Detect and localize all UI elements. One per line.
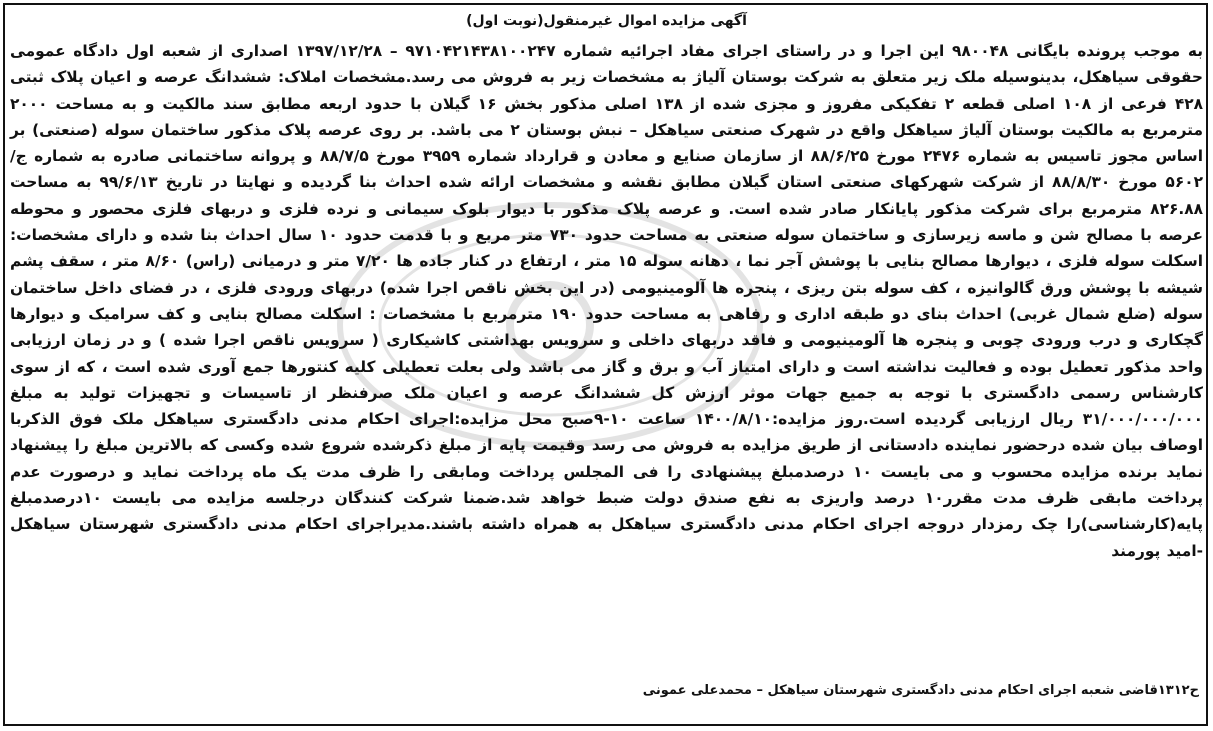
notice-body: به موجب پرونده بایگانی ۹۸۰۰۴۸ این اجرا و در راستای اجرای مفاد اجرائیه شماره ۹۷۱۰۴۲۱۴۳۸۱۰۰۲۴۷ – ۱۳۹۷/۱۲/۲۸ اصداری از شعبه اول دادگاه عمومی حقوقی سیاهکل، بدینوسیله ملک زیر متعلق به شرکت بوستان آلیاژ به مشخصات زیر به فروش می رسد.مشخصات املاک: ششدانگ عرصه و اعیان پلاک ثبتی ۴۲۸ فرعی از ۱۰۸ اصلی قطعه ۲ تفکیکی مفروز و مجزی شده از ۱۳۸ اصلی مذکور بخش ۱۶ گیلان با حدود اربعه مطابق سند مالکیت و به مساحت ۲۰۰۰ مترمربع به مالکیت بوستان آلیاژ سیاهکل واقع در شهرک صنعتی سیاهکل – نبش بوستان ۲ می باشد. بر روی عرصه پلاک مذکور ساختمان سوله (صنعتی) بر اساس مجوز تاسیس به شماره ۲۴۷۶ مورخ ۸۸/۶/۲۵ از سازمان صنایع و معادن و قرارداد شماره ۳۹۵۹ مورخ ۸۸/۷/۵ و پروانه ساختمانی صادره به شماره ج/۵۶۰۲ مورخ ۸۸/۸/۳۰ از شرکت شهرکهای صنعتی استان گیلان مطابق نقشه و مشخصات ارائه شده احداث بنا گردیده و نهایتا در تاریخ ۹۹/۶/۱۳ به مساحت ۸۲۶.۸۸ مترمربع برای شرکت مذکور پایانکار صادر شده است. و عرصه پلاک مذکور با دیوار بلوک سیمانی و نرده فلزی و دربهای فلزی محصور و محوطه عرصه با مصالح شن و ماسه زیرسازی و ساختمان سوله صنعتی به مساحت حدود ۷۳۰ متر مربع و با قدمت حدود ۱۰ سال احداث بنا شده و دارای مشخصات: اسکلت سوله فلزی ، دیوارها مصالح بنایی با پوشش آجر نما ، دهانه سوله ۱۵ متر ، ارتفاع در کنار جاده ها ۷/۲۰ متر و درمیانی (راس) ۸/۶۰ متر ، سقف پشم شیشه با پوشش ورق گالوانیزه ، کف سوله بتن ریزی ، پنجره ها آلومینیومی (در این بخش ناقص اجرا شده) دربهای ورودی فلزی ، در فضای داخل ساختمان سوله (ضلع شمال غربی) احداث بنای دو طبقه اداری و رفاهی به مساحت حدود ۱۹۰ مترمربع با مشخصات : اسکلت مصالح بنایی و کف سرامیک و دیوارها گچکاری و درب ورودی چوبی و پنجره ها آلومینیومی و فاقد دربهای داخلی و سرویس بهداشتی کاشیکاری ( سرویس ناقص اجرا شده ) و در زمان ارزیابی واحد مذکور تعطیل بوده و فعالیت نداشته است و دارای امتیاز آب و برق و گاز می باشد ولی بعلت تعطیلی کلیه کنتورها جمع آوری شده است ، که از سوی کارشناس رسمی دادگستری با توجه به جمیع جهات موثر ارزش کل ششدانگ عرصه و اعیان ملک صرفنظر از تاسیسات و تجهیزات تولید به مبلغ ۳۱/۰۰۰/۰۰۰/۰۰۰ ریال ارزیابی گردیده است.روز مزایده:۱۴۰۰/۸/۱۰ ساعت ۱۰-۹صبح محل مزایده:اجرای احکام مدنی دادگستری سیاهکل ملک فوق الذکربا اوصاف بیان شده درحضور نماینده دادستانی از طریق مزایده به فروش می رسد وقیمت پایه از مبلغ ذکرشده شروع شده وکسی که بالاترین مبلغ را پیشنهاد نماید برنده مزایده محسوب و می بایست ۱۰ درصدمبلغ پیشنهادی را فی المجلس پرداخت ومابقی را ظرف مدت یک ماه پرداخت نماید و درصورت عدم پرداخت مابقی ظرف مدت مقرر۱۰ درصد واریزی به نفع صندق دولت ضبط خواهد شد.ضمنا شرکت کنندگان درجلسه مزایده می بایست ۱۰درصدمبلغ پایه(کارشناسی)را چک رمزدار دروجه اجرای احکام مدنی دادگستری سیاهکل به همراه داشته باشند.مدیراجرای احکام مدنی دادگستری شهرستان سیاهکل -امید پورمند [10,42,1204,560]
notice-signature: ح۱۳۱۲قاضی شعبه اجرای احکام مدنی دادگستری شهرستان سیاهکل – محمدعلی عمونی [642,683,1199,698]
notice-title: آگهی مزایده اموال غیرمنقول(نوبت اول) [466,13,747,29]
